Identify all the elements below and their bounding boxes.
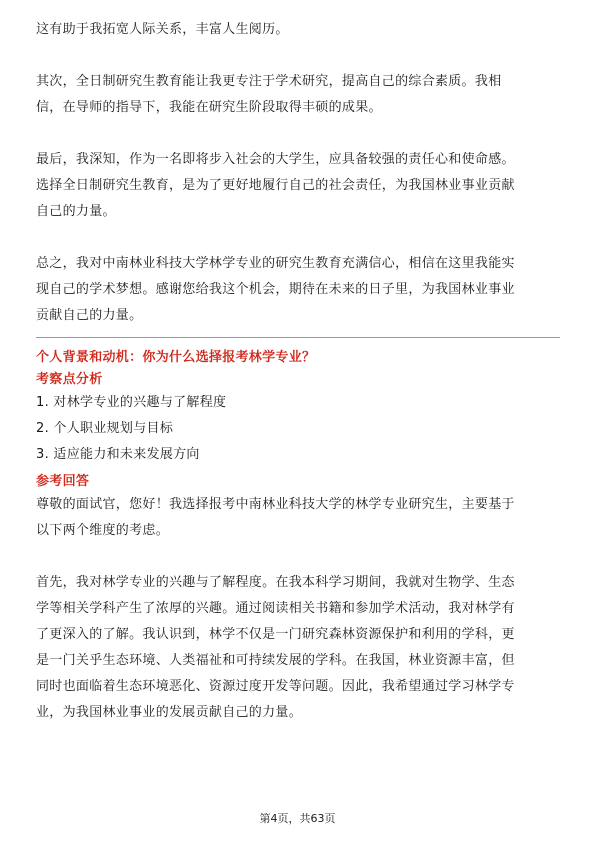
answer-first-dimension-paragraph: 首先，我对林学专业的兴趣与了解程度。在我本科学习期间，我就对生物学、生态 学等相关学科产生了浓厚的兴趣。通过阅读相关书籍和参加学术活动，我对林学有 了更深入的了解。我认识到，林学不仅是一门研究森林资源保护和利用的学科，更 是一门关乎生态环境、人类福祉和可持续发展的学科。在我国，林业资源丰富，但 同时也面临着生态环境恶化、资源过度开发等问题。因此，我希望通过学习林学专 业，为我国林业事业的发展贡献自己的力量。 — [36, 575, 515, 720]
paragraph-conclusion: 总之，我对中南林业科技大学林学专业的研究生教育充满信心，相信在这里我能实 现自己的学术梦想。感谢您给我这个机会，期待在未来的日子里，为我国林业事业 贡献自己的力量。 — [36, 256, 515, 323]
analysis-heading: 考察点分析 — [36, 372, 103, 387]
analysis-points-list — [36, 390, 560, 468]
analysis-point: 3. 适应能力和未来发展方向 — [36, 447, 200, 462]
paragraph-relationships: 这有助于我拓宽人际关系，丰富人生阅历。 — [36, 22, 289, 37]
page-number-footer: 第4页，共63页 — [259, 812, 336, 825]
answer-intro-paragraph: 尊敬的面试官，您好！我选择报考中南林业科技大学的林学专业研究生，主要基于 以下两个维度的考虑。 — [36, 497, 515, 538]
answer-heading: 参考回答 — [36, 474, 90, 489]
question-title: 个人背景和动机：你为什么选择报考林学专业？ — [36, 350, 316, 365]
section-divider — [36, 337, 560, 338]
analysis-point: 2. 个人职业规划与目标 — [36, 421, 174, 436]
paragraph-second-reason: 其次，全日制研究生教育能让我更专注于学术研究，提高自己的综合素质。我相 信，在导师的指导下，我能在研究生阶段取得丰硕的成果。 — [36, 74, 502, 115]
analysis-point: 1. 对林学专业的兴趣与了解程度 — [36, 395, 227, 410]
page-content — [36, 17, 560, 726]
paragraph-final-reason: 最后，我深知，作为一名即将步入社会的大学生，应具备较强的责任心和使命感。 选择全日制研究生教育，是为了更好地履行自己的社会责任，为我国林业事业贡献 自己的力量。 — [36, 152, 515, 219]
